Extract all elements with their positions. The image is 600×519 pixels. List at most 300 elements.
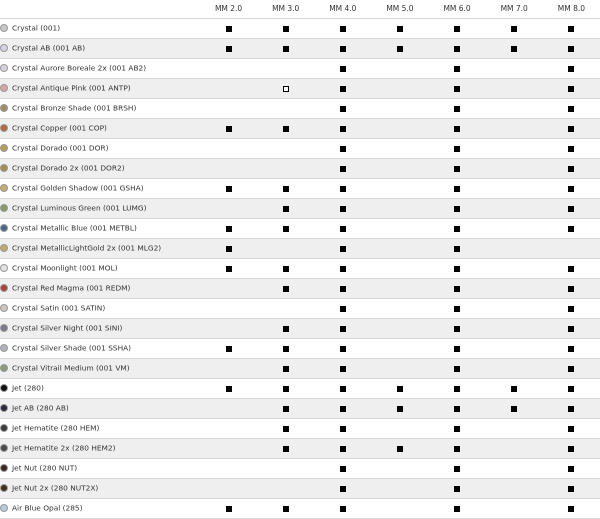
availability-cell xyxy=(200,38,257,58)
available-square-icon xyxy=(340,346,346,352)
availability-cell xyxy=(200,218,257,238)
availability-cell xyxy=(429,198,486,218)
color-swatch-icon xyxy=(0,424,8,432)
available-square-icon xyxy=(226,186,232,192)
availability-cell xyxy=(314,198,371,218)
color-name-label: Crystal Copper (001 COP) xyxy=(12,123,107,133)
availability-cell xyxy=(429,398,486,418)
available-square-icon xyxy=(568,126,574,132)
color-name-label: Crystal MetallicLightGold 2x (001 MLG2) xyxy=(12,243,162,253)
availability-cell xyxy=(314,138,371,158)
availability-cell xyxy=(257,158,314,178)
availability-cell xyxy=(543,338,600,358)
availability-cell xyxy=(543,318,600,338)
availability-cell xyxy=(314,258,371,278)
availability-cell xyxy=(314,118,371,138)
available-square-icon xyxy=(568,206,574,212)
availability-cell xyxy=(314,38,371,58)
availability-cell xyxy=(371,118,428,138)
availability-cell xyxy=(200,418,257,438)
color-name-label: Crystal Antique Pink (001 ANTP) xyxy=(12,83,131,93)
color-swatch-icon xyxy=(0,404,8,412)
availability-cell xyxy=(429,338,486,358)
availability-cell xyxy=(543,418,600,438)
availability-cell xyxy=(486,38,543,58)
color-name-label: Crystal Luminous Green (001 LUMG) xyxy=(12,203,147,213)
color-name-label: Jet AB (280 AB) xyxy=(12,403,69,413)
color-name-cell xyxy=(0,478,200,498)
header-size: MM 4.0 xyxy=(314,0,371,18)
availability-cell xyxy=(257,338,314,358)
availability-cell xyxy=(257,378,314,398)
availability-cell xyxy=(486,438,543,458)
available-square-icon xyxy=(454,366,460,372)
availability-cell xyxy=(543,398,600,418)
available-square-icon xyxy=(454,246,460,252)
color-name-label: Air Blue Opal (285) xyxy=(12,503,83,513)
color-name-cell xyxy=(0,438,200,458)
availability-cell xyxy=(257,98,314,118)
available-square-icon xyxy=(340,406,346,412)
availability-cell xyxy=(200,158,257,178)
available-square-icon xyxy=(340,206,346,212)
available-square-icon xyxy=(568,306,574,312)
color-swatch-icon xyxy=(0,184,8,192)
availability-cell xyxy=(314,278,371,298)
availability-cell xyxy=(486,358,543,378)
availability-cell xyxy=(371,318,428,338)
available-square-icon xyxy=(397,406,403,412)
color-swatch-icon xyxy=(0,204,8,212)
available-square-icon xyxy=(454,326,460,332)
available-square-icon xyxy=(454,346,460,352)
availability-cell xyxy=(486,78,543,98)
available-square-icon xyxy=(283,206,289,212)
availability-cell xyxy=(429,378,486,398)
color-name-cell xyxy=(0,118,200,138)
availability-cell xyxy=(486,138,543,158)
available-square-icon xyxy=(283,186,289,192)
color-name-label: Crystal Vitrail Medium (001 VM) xyxy=(12,363,130,373)
availability-cell xyxy=(486,398,543,418)
available-square-icon xyxy=(397,26,403,32)
color-name-cell xyxy=(0,378,200,398)
availability-cell xyxy=(200,338,257,358)
available-square-icon xyxy=(454,66,460,72)
availability-cell xyxy=(486,498,543,518)
available-square-icon xyxy=(340,166,346,172)
availability-cell xyxy=(257,298,314,318)
color-name-label: Crystal Silver Shade (001 SSHA) xyxy=(12,343,132,353)
available-square-icon xyxy=(568,466,574,472)
table-row xyxy=(0,358,600,378)
availability-cell xyxy=(429,138,486,158)
color-swatch-icon xyxy=(0,104,8,112)
available-square-icon xyxy=(340,306,346,312)
available-square-icon xyxy=(340,486,346,492)
available-square-icon xyxy=(283,406,289,412)
available-square-icon xyxy=(283,426,289,432)
table-row xyxy=(0,378,600,398)
available-square-icon xyxy=(340,326,346,332)
available-square-icon xyxy=(568,66,574,72)
available-square-icon xyxy=(568,186,574,192)
color-swatch-icon xyxy=(0,44,8,52)
availability-cell xyxy=(486,278,543,298)
available-square-icon xyxy=(568,486,574,492)
table-row xyxy=(0,38,600,58)
availability-cell xyxy=(257,238,314,258)
availability-cell xyxy=(200,398,257,418)
available-square-icon xyxy=(511,26,517,32)
available-square-icon xyxy=(568,166,574,172)
availability-cell xyxy=(486,318,543,338)
availability-cell xyxy=(200,18,257,38)
table-row xyxy=(0,58,600,78)
available-square-icon xyxy=(568,406,574,412)
available-square-icon xyxy=(454,466,460,472)
color-name-label: Jet (280) xyxy=(12,383,44,393)
available-square-icon xyxy=(568,46,574,52)
availability-cell xyxy=(486,118,543,138)
availability-cell xyxy=(371,238,428,258)
available-square-icon xyxy=(397,46,403,52)
color-name-cell xyxy=(0,278,200,298)
color-name-label: Crystal Satin (001 SATIN) xyxy=(12,303,106,313)
available-square-icon xyxy=(454,266,460,272)
available-square-icon xyxy=(454,426,460,432)
availability-cell xyxy=(371,418,428,438)
availability-cell xyxy=(314,218,371,238)
availability-cell xyxy=(257,498,314,518)
availability-cell xyxy=(543,458,600,478)
available-square-icon xyxy=(454,286,460,292)
availability-cell xyxy=(543,438,600,458)
availability-cell xyxy=(429,498,486,518)
available-square-icon xyxy=(454,26,460,32)
available-square-icon xyxy=(568,106,574,112)
availability-cell xyxy=(314,438,371,458)
available-square-icon xyxy=(340,26,346,32)
availability-cell xyxy=(314,378,371,398)
color-name-cell xyxy=(0,218,200,238)
availability-cell xyxy=(543,218,600,238)
header-row xyxy=(0,0,600,18)
available-square-icon xyxy=(340,366,346,372)
available-square-icon xyxy=(568,226,574,232)
color-name-label: Crystal Red Magma (001 REDM) xyxy=(12,283,131,293)
availability-cell xyxy=(257,418,314,438)
available-square-icon xyxy=(568,366,574,372)
availability-cell xyxy=(371,298,428,318)
availability-cell xyxy=(486,158,543,178)
available-square-icon xyxy=(568,426,574,432)
availability-cell xyxy=(257,318,314,338)
available-square-icon xyxy=(340,426,346,432)
availability-cell xyxy=(257,58,314,78)
availability-cell xyxy=(371,18,428,38)
available-hollow-square-icon xyxy=(283,86,289,92)
color-swatch-icon xyxy=(0,244,8,252)
availability-cell xyxy=(257,178,314,198)
available-square-icon xyxy=(454,446,460,452)
color-swatch-icon xyxy=(0,324,8,332)
availability-cell xyxy=(543,258,600,278)
availability-cell xyxy=(314,98,371,118)
available-square-icon xyxy=(340,146,346,152)
availability-cell xyxy=(314,58,371,78)
available-square-icon xyxy=(283,266,289,272)
availability-cell xyxy=(371,358,428,378)
availability-cell xyxy=(486,418,543,438)
color-swatch-icon xyxy=(0,364,8,372)
available-square-icon xyxy=(340,246,346,252)
availability-cell xyxy=(486,378,543,398)
available-square-icon xyxy=(283,46,289,52)
availability-cell xyxy=(429,478,486,498)
color-name-label: Crystal Moonlight (001 MOL) xyxy=(12,263,118,273)
color-swatch-icon xyxy=(0,264,8,272)
available-square-icon xyxy=(568,326,574,332)
availability-cell xyxy=(200,278,257,298)
color-swatch-icon xyxy=(0,164,8,172)
table-row xyxy=(0,258,600,278)
availability-cell xyxy=(257,258,314,278)
availability-cell xyxy=(371,78,428,98)
availability-cell xyxy=(429,18,486,38)
available-square-icon xyxy=(397,446,403,452)
availability-cell xyxy=(257,18,314,38)
availability-cell xyxy=(257,478,314,498)
available-square-icon xyxy=(454,486,460,492)
color-swatch-icon xyxy=(0,144,8,152)
availability-cell xyxy=(543,498,600,518)
availability-cell xyxy=(543,98,600,118)
availability-cell xyxy=(486,58,543,78)
available-square-icon xyxy=(454,186,460,192)
availability-cell xyxy=(314,238,371,258)
available-square-icon xyxy=(340,386,346,392)
availability-cell xyxy=(543,58,600,78)
availability-cell xyxy=(200,458,257,478)
table-row xyxy=(0,218,600,238)
color-name-label: Jet Nut 2x (280 NUT2X) xyxy=(12,483,99,493)
availability-cell xyxy=(543,298,600,318)
availability-cell xyxy=(486,218,543,238)
availability-cell xyxy=(486,458,543,478)
table-row xyxy=(0,278,600,298)
color-name-cell xyxy=(0,198,200,218)
availability-cell xyxy=(371,398,428,418)
table-row xyxy=(0,478,600,498)
availability-cell xyxy=(429,98,486,118)
availability-cell xyxy=(371,38,428,58)
color-name-cell xyxy=(0,358,200,378)
availability-cell xyxy=(371,158,428,178)
available-square-icon xyxy=(226,226,232,232)
availability-cell xyxy=(543,138,600,158)
availability-cell xyxy=(371,198,428,218)
availability-cell xyxy=(486,198,543,218)
table-row xyxy=(0,118,600,138)
color-name-label: Crystal Silver Night (001 SINI) xyxy=(12,323,123,333)
availability-cell xyxy=(429,218,486,238)
color-name-label: Crystal Aurore Boreale 2x (001 AB2) xyxy=(12,63,147,73)
header-name-column xyxy=(0,0,200,18)
color-name-cell xyxy=(0,38,200,58)
available-square-icon xyxy=(340,126,346,132)
availability-cell xyxy=(486,18,543,38)
availability-cell xyxy=(429,278,486,298)
availability-cell xyxy=(429,158,486,178)
available-square-icon xyxy=(454,306,460,312)
availability-cell xyxy=(257,458,314,478)
color-swatch-icon xyxy=(0,24,8,32)
table-row xyxy=(0,198,600,218)
availability-cell xyxy=(543,118,600,138)
available-square-icon xyxy=(454,126,460,132)
availability-cell xyxy=(314,458,371,478)
availability-cell xyxy=(257,438,314,458)
availability-cell xyxy=(257,138,314,158)
header-size: MM 6.0 xyxy=(429,0,486,18)
table-row xyxy=(0,18,600,38)
availability-cell xyxy=(257,278,314,298)
color-name-label: Crystal (001) xyxy=(12,23,61,33)
available-square-icon xyxy=(226,46,232,52)
availability-cell xyxy=(314,398,371,418)
available-square-icon xyxy=(568,26,574,32)
color-name-label: Jet Hematite (280 HEM) xyxy=(12,423,100,433)
available-square-icon xyxy=(340,506,346,512)
table-row xyxy=(0,338,600,358)
availability-cell xyxy=(371,258,428,278)
available-square-icon xyxy=(340,286,346,292)
table-row xyxy=(0,178,600,198)
available-square-icon xyxy=(283,386,289,392)
available-square-icon xyxy=(454,146,460,152)
availability-cell xyxy=(314,338,371,358)
color-name-cell xyxy=(0,258,200,278)
available-square-icon xyxy=(454,86,460,92)
availability-cell xyxy=(429,178,486,198)
table-row xyxy=(0,238,600,258)
color-name-label: Crystal AB (001 AB) xyxy=(12,43,86,53)
availability-cell xyxy=(371,138,428,158)
availability-cell xyxy=(486,98,543,118)
availability-cell xyxy=(200,478,257,498)
color-swatch-icon xyxy=(0,124,8,132)
color-name-cell xyxy=(0,58,200,78)
color-name-cell xyxy=(0,98,200,118)
availability-cell xyxy=(371,438,428,458)
available-square-icon xyxy=(226,346,232,352)
color-name-cell xyxy=(0,418,200,438)
available-square-icon xyxy=(340,106,346,112)
availability-cell xyxy=(429,258,486,278)
available-square-icon xyxy=(397,386,403,392)
availability-cell xyxy=(314,358,371,378)
table-row xyxy=(0,298,600,318)
availability-cell xyxy=(543,178,600,198)
available-square-icon xyxy=(283,366,289,372)
color-name-cell xyxy=(0,298,200,318)
availability-cell xyxy=(200,138,257,158)
availability-cell xyxy=(543,378,600,398)
availability-cell xyxy=(429,118,486,138)
available-square-icon xyxy=(340,226,346,232)
available-square-icon xyxy=(340,466,346,472)
availability-cell xyxy=(200,58,257,78)
availability-cell xyxy=(486,238,543,258)
availability-cell xyxy=(200,318,257,338)
available-square-icon xyxy=(226,386,232,392)
color-swatch-icon xyxy=(0,484,8,492)
color-swatch-icon xyxy=(0,444,8,452)
color-swatch-icon xyxy=(0,304,8,312)
available-square-icon xyxy=(340,46,346,52)
availability-cell xyxy=(543,158,600,178)
availability-cell xyxy=(200,498,257,518)
availability-cell xyxy=(200,298,257,318)
availability-cell xyxy=(314,418,371,438)
available-square-icon xyxy=(226,126,232,132)
available-square-icon xyxy=(340,266,346,272)
availability-cell xyxy=(314,498,371,518)
availability-cell xyxy=(429,458,486,478)
table-row xyxy=(0,138,600,158)
available-square-icon xyxy=(454,226,460,232)
available-square-icon xyxy=(568,446,574,452)
table-row xyxy=(0,418,600,438)
availability-cell xyxy=(371,338,428,358)
available-square-icon xyxy=(283,326,289,332)
header-size: MM 8.0 xyxy=(543,0,600,18)
color-name-cell xyxy=(0,498,200,518)
available-square-icon xyxy=(454,46,460,52)
color-name-label: Crystal Metallic Blue (001 METBL) xyxy=(12,223,137,233)
availability-cell xyxy=(200,238,257,258)
availability-cell xyxy=(371,98,428,118)
availability-cell xyxy=(429,298,486,318)
availability-cell xyxy=(371,278,428,298)
available-square-icon xyxy=(340,66,346,72)
table-row xyxy=(0,98,600,118)
color-swatch-icon xyxy=(0,384,8,392)
availability-cell xyxy=(543,278,600,298)
available-square-icon xyxy=(283,286,289,292)
available-square-icon xyxy=(340,186,346,192)
available-square-icon xyxy=(454,106,460,112)
available-square-icon xyxy=(283,446,289,452)
color-swatch-icon xyxy=(0,84,8,92)
header-size: MM 2.0 xyxy=(200,0,257,18)
available-square-icon xyxy=(283,346,289,352)
available-square-icon xyxy=(226,506,232,512)
available-square-icon xyxy=(283,226,289,232)
color-name-cell xyxy=(0,458,200,478)
available-square-icon xyxy=(454,406,460,412)
table-row xyxy=(0,318,600,338)
available-square-icon xyxy=(226,266,232,272)
availability-cell xyxy=(314,478,371,498)
color-name-label: Jet Nut (280 NUT) xyxy=(12,463,78,473)
availability-cell xyxy=(200,178,257,198)
color-swatch-icon xyxy=(0,64,8,72)
table-row xyxy=(0,78,600,98)
availability-cell xyxy=(486,298,543,318)
table-row xyxy=(0,498,600,518)
